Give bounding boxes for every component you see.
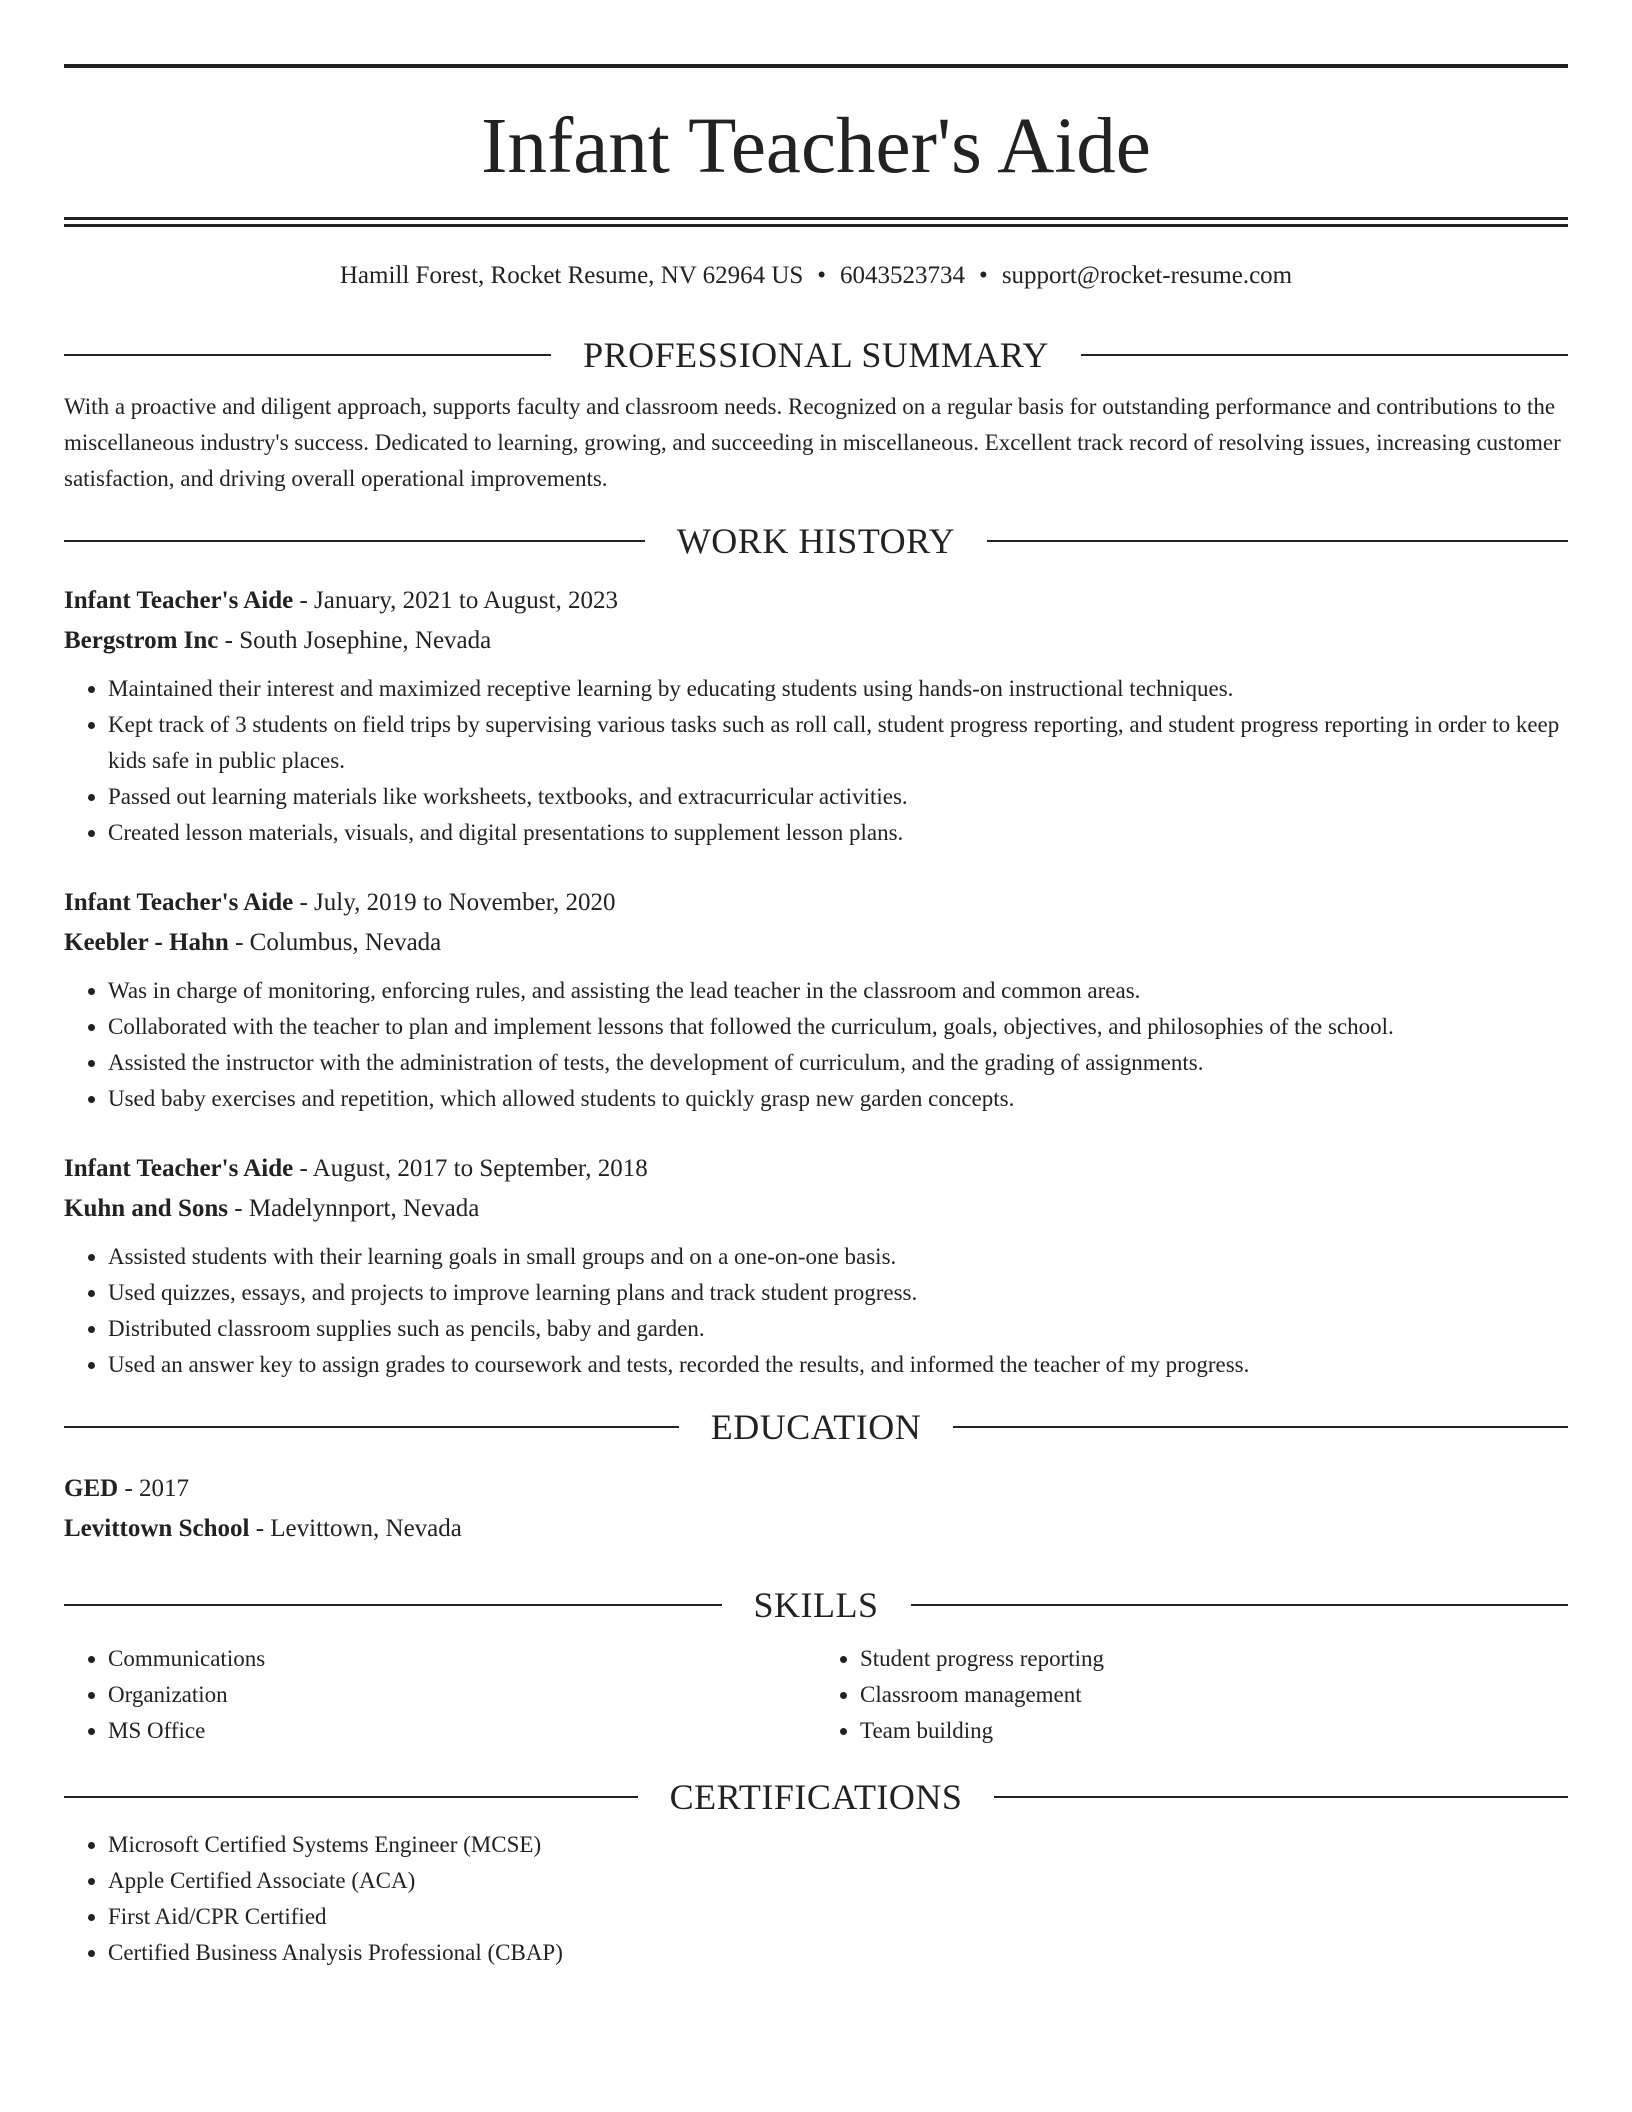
job-company: Kuhn and Sons (64, 1195, 229, 1222)
contact-phone: 6043523734 (840, 262, 966, 289)
job-location: - Columbus, Nevada (228, 929, 442, 956)
job-title-line (64, 883, 1568, 923)
list-item: • MS Office (108, 1713, 816, 1749)
resume-page (64, 64, 1568, 1971)
summary-paragraph: With a proactive and diligent approach, supports faculty and classroom needs. Recognized on a regular basis for outstanding performance and contributions to the miscellaneous industry's success. Dedicated to learning, growing, and succeeding in miscellaneous. Excellent track record of resolving issues, increasing customer satisfaction, and driving overall operational improvements. (64, 394, 1561, 491)
contact-line (64, 261, 1568, 291)
heading-rule (64, 540, 645, 542)
heading-rule (911, 1604, 1569, 1606)
job-company: Keebler - Hahn (64, 929, 229, 956)
list-item: • Was in charge of monitoring, enforcing rules, and assisting the lead teacher in the classroom and common areas. (108, 973, 1568, 1009)
job-bullets (64, 671, 1568, 851)
job-company-line (64, 621, 1568, 661)
job-location: - Madelynnport, Nevada (228, 1195, 480, 1222)
list-item: • Created lesson materials, visuals, and digital presentations to supplement lesson plans. (108, 815, 1568, 851)
list-item: • Assisted students with their learning goals in small groups and on a one-on-one basis. (108, 1239, 1568, 1275)
contact-separator: • (979, 262, 988, 289)
title-double-rule (64, 217, 1568, 227)
list-item: • Apple Certified Associate (ACA) (108, 1863, 1568, 1899)
contact-address: Hamill Forest, Rocket Resume, NV 62964 US (339, 262, 804, 289)
education-school-line (64, 1509, 1568, 1549)
heading-rule (987, 540, 1568, 542)
job-title-line (64, 1149, 1568, 1189)
heading-rule (64, 354, 551, 356)
heading-rule (953, 1426, 1568, 1428)
heading-label: PROFESSIONAL SUMMARY (583, 335, 1049, 375)
list-item: • Certified Business Analysis Professional (CBAP) (108, 1935, 1568, 1971)
education-degree: GED (64, 1475, 119, 1502)
section-heading-education (64, 1407, 1568, 1447)
list-item: • Communications (108, 1641, 816, 1677)
skills-grid (64, 1641, 1568, 1749)
heading-label: WORK HISTORY (676, 521, 956, 561)
job-title: Infant Teacher's Aide (64, 587, 294, 614)
list-item: • Classroom management (860, 1677, 1568, 1713)
heading-rule (64, 1796, 638, 1798)
list-item: • Maintained their interest and maximized receptive learning by educating students using hands-on instructional techniques. (108, 671, 1568, 707)
job-company-line (64, 923, 1568, 963)
list-item: • Used quizzes, essays, and projects to improve learning plans and track student progress. (108, 1275, 1568, 1311)
section-heading-summary (64, 335, 1568, 375)
list-item: • Distributed classroom supplies such as pencils, baby and garden. (108, 1311, 1568, 1347)
job-title: Infant Teacher's Aide (64, 889, 294, 916)
list-item: • Assisted the instructor with the administration of tests, the development of curriculum, and the grading of assignments. (108, 1045, 1568, 1081)
contact-email: support@rocket-resume.com (1001, 262, 1293, 289)
list-item: • Team building (860, 1713, 1568, 1749)
job-entry (64, 581, 1568, 851)
list-item: • Used an answer key to assign grades to coursework and tests, recorded the results, and informed the teacher of my progress. (108, 1347, 1568, 1383)
heading-label: EDUCATION (710, 1407, 922, 1447)
list-item: • Microsoft Certified Systems Engineer (MCSE) (108, 1827, 1568, 1863)
list-item: • Organization (108, 1677, 816, 1713)
job-company-line (64, 1189, 1568, 1229)
education-location: - Levittown, Nevada (249, 1515, 462, 1542)
list-item: • Kept track of 3 students on field trips by supervising various tasks such as roll call, student progress reporting, and student progress reporting in order to keep kids safe in public places. (108, 707, 1568, 779)
job-bullets (64, 973, 1568, 1117)
list-item: • First Aid/CPR Certified (108, 1899, 1568, 1935)
job-bullets (64, 1239, 1568, 1383)
heading-rule (64, 1426, 679, 1428)
education-school: Levittown School (64, 1515, 250, 1542)
job-entry (64, 1149, 1568, 1383)
top-rule (64, 64, 1568, 68)
list-item: • Collaborated with the teacher to plan and implement lessons that followed the curriculum, goals, objectives, and philosophies of the school. (108, 1009, 1568, 1045)
certifications-list (64, 1827, 1568, 1971)
job-location: - South Josephine, Nevada (218, 627, 492, 654)
job-company: Bergstrom Inc (64, 627, 219, 654)
heading-rule (64, 1604, 722, 1606)
job-title: Infant Teacher's Aide (64, 1155, 294, 1182)
heading-rule (994, 1796, 1568, 1798)
job-entry (64, 883, 1568, 1117)
section-heading-certifications (64, 1777, 1568, 1817)
list-item: • Student progress reporting (860, 1641, 1568, 1677)
contact-separator: • (817, 262, 827, 289)
heading-rule (1081, 354, 1568, 356)
job-dates: - August, 2017 to September, 2018 (293, 1155, 648, 1182)
section-heading-work (64, 521, 1568, 561)
job-title-line (64, 581, 1568, 621)
education-degree-line (64, 1469, 1568, 1509)
list-item: • Passed out learning materials like worksheets, textbooks, and extracurricular activities. (108, 779, 1568, 815)
section-heading-skills (64, 1585, 1568, 1625)
heading-label: SKILLS (753, 1585, 879, 1625)
job-dates: - January, 2021 to August, 2023 (293, 587, 618, 614)
skills-column-left (64, 1641, 816, 1749)
resume-title: Infant Teacher's Aide (481, 103, 1151, 190)
heading-label: CERTIFICATIONS (669, 1777, 963, 1817)
list-item: • Used baby exercises and repetition, which allowed students to quickly grasp new garden concepts. (108, 1081, 1568, 1117)
job-dates: - July, 2019 to November, 2020 (293, 889, 616, 916)
education-year: - 2017 (118, 1475, 190, 1502)
skills-column-right (816, 1641, 1568, 1749)
